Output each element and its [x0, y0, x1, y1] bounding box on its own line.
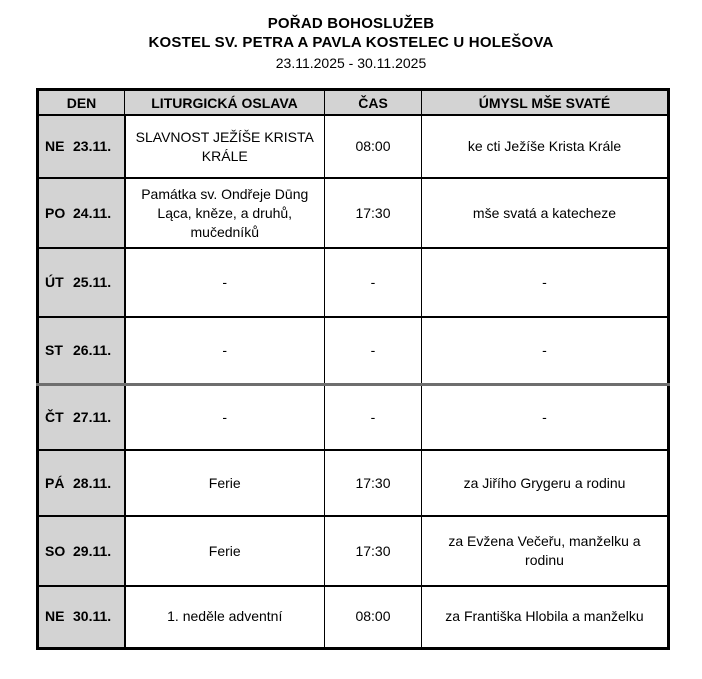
table-row-so-29	[38, 516, 669, 586]
time-cell: 17:30	[325, 516, 422, 586]
celebration-cell: -	[125, 384, 325, 450]
celebration-cell: Ferie	[125, 450, 325, 516]
celebration-cell: Ferie	[125, 516, 325, 586]
church-name: KOSTEL SV. PETRA A PAVLA KOSTELEC U HOLEŠOVA	[148, 34, 554, 51]
intention-cell: -	[422, 248, 669, 317]
time-cell: -	[325, 248, 422, 317]
day-cell	[38, 178, 125, 248]
day-date: 27.11.	[73, 408, 112, 425]
celebration-cell: Památka sv. Ondřeje Dūng Ląca, kněze, a druhů, mučedníků	[125, 178, 325, 248]
intention-cell: mše svatá a katecheze	[422, 178, 669, 248]
column-header-intention: ÚMYSL MŠE SVATÉ	[422, 90, 669, 116]
day-cell	[38, 317, 125, 384]
date-range: 23.11.2025 - 30.11.2025	[275, 55, 427, 71]
day-abbr: SO	[45, 542, 66, 559]
table-row-ne-30	[38, 586, 669, 648]
column-header-celebration: LITURGICKÁ OSLAVA	[125, 90, 325, 116]
document-title: POŘAD BOHOSLUŽEB	[267, 15, 435, 32]
day-date: 24.11.	[73, 204, 112, 221]
celebration-cell: 1. neděle adventní	[125, 586, 325, 648]
intention-cell: -	[422, 384, 669, 450]
document-header	[0, 0, 702, 73]
column-header-time: ČAS	[325, 90, 422, 116]
day-date: 26.11.	[73, 341, 112, 358]
day-abbr: PÁ	[45, 474, 65, 491]
day-abbr: ST	[45, 341, 63, 358]
table-row-ct-27	[38, 384, 669, 450]
time-cell: 17:30	[325, 178, 422, 248]
day-abbr: ÚT	[45, 274, 64, 290]
time-cell: 17:30	[325, 450, 422, 516]
time-cell: 08:00	[325, 586, 422, 648]
day-cell	[38, 516, 125, 586]
celebration-cell: SLAVNOST JEŽÍŠE KRISTA KRÁLE	[125, 115, 325, 178]
table-header-row	[38, 90, 669, 116]
mass-schedule-table	[36, 88, 670, 650]
table-row-st-26	[38, 317, 669, 384]
table-row-ne-23	[38, 115, 669, 178]
intention-cell: za Františka Hlobila a manželku	[422, 586, 669, 648]
intention-cell: ke cti Ježíše Krista Krále	[422, 115, 669, 178]
column-header-day: DEN	[38, 90, 125, 116]
day-date: 25.11.	[73, 274, 112, 290]
time-cell: -	[325, 317, 422, 384]
time-cell: 08:00	[325, 115, 422, 178]
day-abbr: NE	[45, 138, 65, 154]
table-row-po-24	[38, 178, 669, 248]
intention-cell: za Jiřího Grygeru a rodinu	[422, 450, 669, 516]
day-cell	[38, 586, 125, 648]
day-date: 29.11.	[73, 542, 112, 559]
day-date: 28.11.	[73, 474, 112, 491]
day-cell	[38, 115, 125, 178]
day-cell	[38, 248, 125, 317]
intention-cell: -	[422, 317, 669, 384]
day-abbr: PO	[45, 204, 66, 221]
day-abbr: NE	[45, 608, 65, 625]
day-date: 30.11.	[73, 608, 112, 625]
table-row-pa-28	[38, 450, 669, 516]
celebration-cell: -	[125, 317, 325, 384]
day-cell	[38, 384, 125, 450]
day-date: 23.11.	[73, 138, 112, 154]
intention-cell: za Evžena Večeřu, manželku a rodinu	[422, 516, 669, 586]
day-abbr: ČT	[45, 408, 64, 425]
table-row-ut-25	[38, 248, 669, 317]
celebration-cell: -	[125, 248, 325, 317]
day-cell	[38, 450, 125, 516]
time-cell: -	[325, 384, 422, 450]
